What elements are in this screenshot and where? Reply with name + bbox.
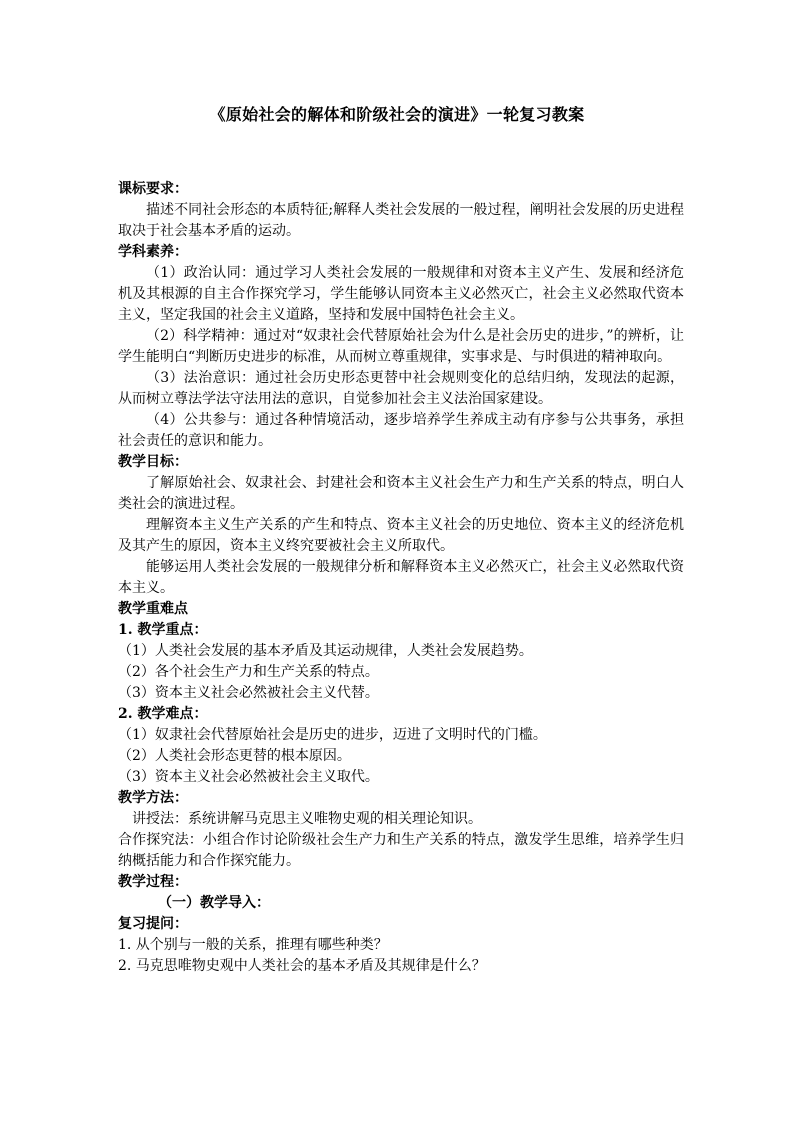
list-item-key-point-2: （2）各个社会生产力和生产关系的特点。 — [118, 664, 379, 680]
paragraph-cooperative-inquiry-method: 合作探究法：小组合作讨论阶级社会生产力和生产关系的特点，激发学生思维，培养学生归纳概括能力和合作探究能力。 — [118, 832, 684, 869]
heading-difficult-points: 2. 教学难点： — [118, 706, 208, 722]
list-item-difficult-point-2: （2）人类社会形态更替的根本原因。 — [118, 748, 351, 764]
paragraph-rule-of-law: （3）法治意识：通过社会历史形态更替中社会规则变化的总结归纳，发现法的起源，从而树立尊法学法守法用法的意识，自觉参加社会主义法治国家建设。 — [118, 370, 684, 407]
heading-teaching-introduction: （一）教学导入： — [158, 895, 270, 911]
list-item-question-1: 1. 从个别与一般的关系，推理有哪些种类？ — [118, 937, 388, 953]
heading-teaching-objectives: 教学目标： — [118, 454, 188, 470]
document-body — [118, 179, 684, 977]
list-item-difficult-point-3: （3）资本主义社会必然被社会主义取代。 — [118, 769, 379, 785]
paragraph-scientific-spirit: （2）科学精神：通过对“奴隶社会代替原始社会为什么是社会历史的进步，”的辨析，让学生能明白“判断历史进步的标准，从而树立尊重规律，实事求是、与时俱进的精神取向。 — [118, 328, 684, 365]
paragraph-objective-2: 理解资本主义生产关系的产生和特点、资本主义社会的历史地位、资本主义的经济危机及其产生的原因，资本主义终究要被社会主义所取代。 — [118, 517, 684, 554]
list-item-key-point-1: （1）人类社会发展的基本矛盾及其运动规律，人类社会发展趋势。 — [118, 643, 533, 659]
heading-key-points: 1. 教学重点： — [118, 622, 208, 638]
paragraph-objective-1: 了解原始社会、奴隶社会、封建社会和资本主义社会生产力和生产关系的特点，明白人类社会的演进过程。 — [118, 475, 684, 512]
heading-key-difficult-points: 教学重难点 — [118, 601, 188, 617]
paragraph-political-identity: （1）政治认同：通过学习人类社会发展的一般规律和对资本主义产生、发展和经济危机及其根源的自主合作探究学习，学生能够认同资本主义必然灭亡，社会主义必然取代资本主义，坚定我国的社会主义道路，坚持和发展中国特色社会主义。 — [118, 265, 684, 323]
paragraph-objective-3: 能够运用人类社会发展的一般规律分析和解释资本主义必然灭亡，社会主义必然取代资本主义。 — [118, 559, 684, 596]
heading-teaching-process: 教学过程： — [118, 874, 188, 890]
heading-review-questions: 复习提问： — [118, 916, 188, 932]
paragraph-curriculum-requirements: 描述不同社会形态的本质特征;解释人类社会发展的一般过程，阐明社会发展的历史进程取决于社会基本矛盾的运动。 — [118, 202, 684, 239]
heading-subject-literacy: 学科素养： — [118, 244, 188, 260]
heading-curriculum-requirements: 课标要求： — [118, 181, 188, 197]
document-title: 《原始社会的解体和阶级社会的演进》一轮复习教案 — [209, 105, 585, 124]
paragraph-lecture-method: 讲授法：系统讲解马克思主义唯物史观的相关理论知识。 — [132, 811, 482, 827]
list-item-difficult-point-1: （1）奴隶社会代替原始社会是历史的进步，迈进了文明时代的门槛。 — [118, 727, 547, 743]
heading-teaching-methods: 教学方法： — [118, 790, 188, 806]
list-item-question-2: 2. 马克思唯物史观中人类社会的基本矛盾及其规律是什么？ — [118, 958, 486, 974]
paragraph-public-participation: （4）公共参与：通过各种情境活动，逐步培养学生养成主动有序参与公共事务，承担社会责任的意识和能力。 — [118, 412, 684, 449]
list-item-key-point-3: （3）资本主义社会必然被社会主义代替。 — [118, 685, 379, 701]
